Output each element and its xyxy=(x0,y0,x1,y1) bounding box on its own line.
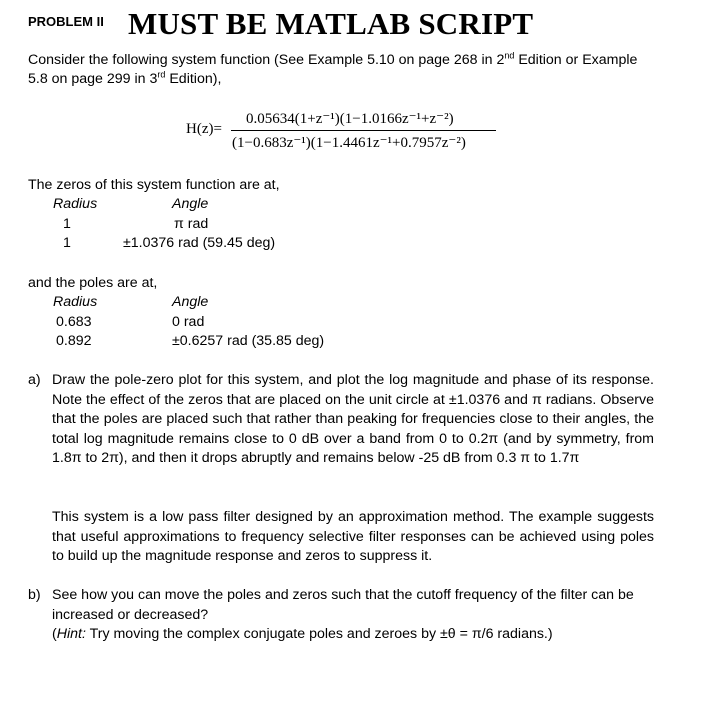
part-b-hint-text: Try moving the complex conjugate poles and zeroes by ±θ = π/6 radians.) xyxy=(85,626,553,642)
zeros-row-1-angle: π rad xyxy=(174,216,209,232)
problem-label: PROBLEM II xyxy=(28,14,104,29)
part-a-marker: a) xyxy=(28,372,41,388)
zeros-radius-header: Radius xyxy=(53,196,98,212)
page-title: MUST BE MATLAB SCRIPT xyxy=(128,6,534,41)
intro-text-2: Edition or Example xyxy=(514,52,638,68)
poles-row-1-angle: 0 rad xyxy=(172,314,205,330)
part-b-marker: b) xyxy=(28,587,41,603)
part-b-hint xyxy=(52,625,553,645)
poles-radius-header: Radius xyxy=(53,294,98,310)
intro-sup-2: rd xyxy=(157,69,166,80)
part-a-followup: This system is a low pass filter designed by an approximation method. The example suggests that useful approximations to frequency selective filter responses can be achieved using poles to build up the magnitude response and zeros to suppress it. xyxy=(52,509,654,565)
intro-text-4: Edition), xyxy=(165,71,222,87)
intro-text-1: Consider the following system function (See Example 5.10 on page 268 in 2 xyxy=(28,52,505,68)
part-b-text: See how you can move the poles and zeros such that the cutoff frequency of the filter can be increased or decreased? xyxy=(52,587,634,623)
poles-angle-header: Angle xyxy=(172,294,209,310)
poles-row-1-radius: 0.683 xyxy=(56,314,92,330)
equation-numerator: 0.05634(1+z⁻¹)(1−1.0166z⁻¹+z⁻²) xyxy=(246,111,454,127)
zeros-angle-header: Angle xyxy=(172,196,209,212)
zeros-row-2-angle: ±1.0376 rad (59.45 deg) xyxy=(123,235,276,251)
intro-text-3: 5.8 on page 299 in 3 xyxy=(28,71,158,87)
poles-intro: and the poles are at, xyxy=(28,275,158,291)
equation-denominator: (1−0.683z⁻¹)(1−1.4461z⁻¹+0.7957z⁻²) xyxy=(232,135,466,151)
part-b-hint-open: ( xyxy=(52,626,57,642)
part-a-text: Draw the pole-zero plot for this system, and plot the log magnitude and phase of its response. Note the effect of the zeros that are placed on the unit circle at ±1.0376 and π radians. Observe that the poles are placed such that rather than peaking for frequencies close to their angles, the total log magnitude remains close to 0 dB over a band from 0 to 0.2π (and by symmetry, from 1.8π to 2π), and then it drops abruptly and remains below -25 dB from 0.3 π to 1.7π xyxy=(52,372,654,467)
zeros-intro: The zeros of this system function are at, xyxy=(28,177,280,193)
poles-row-2-radius: 0.892 xyxy=(56,333,92,349)
zeros-row-1-radius: 1 xyxy=(63,216,71,232)
equation-lhs: H(z)= xyxy=(186,121,222,137)
intro-line-1 xyxy=(28,51,637,71)
intro-sup-1: nd xyxy=(504,50,515,61)
zeros-row-2-radius: 1 xyxy=(63,235,71,251)
intro-line-2 xyxy=(28,70,221,90)
part-b-hint-label: Hint: xyxy=(56,626,86,642)
poles-row-2-angle: ±0.6257 rad (35.85 deg) xyxy=(172,333,325,349)
equation-fraction-bar xyxy=(231,130,496,131)
